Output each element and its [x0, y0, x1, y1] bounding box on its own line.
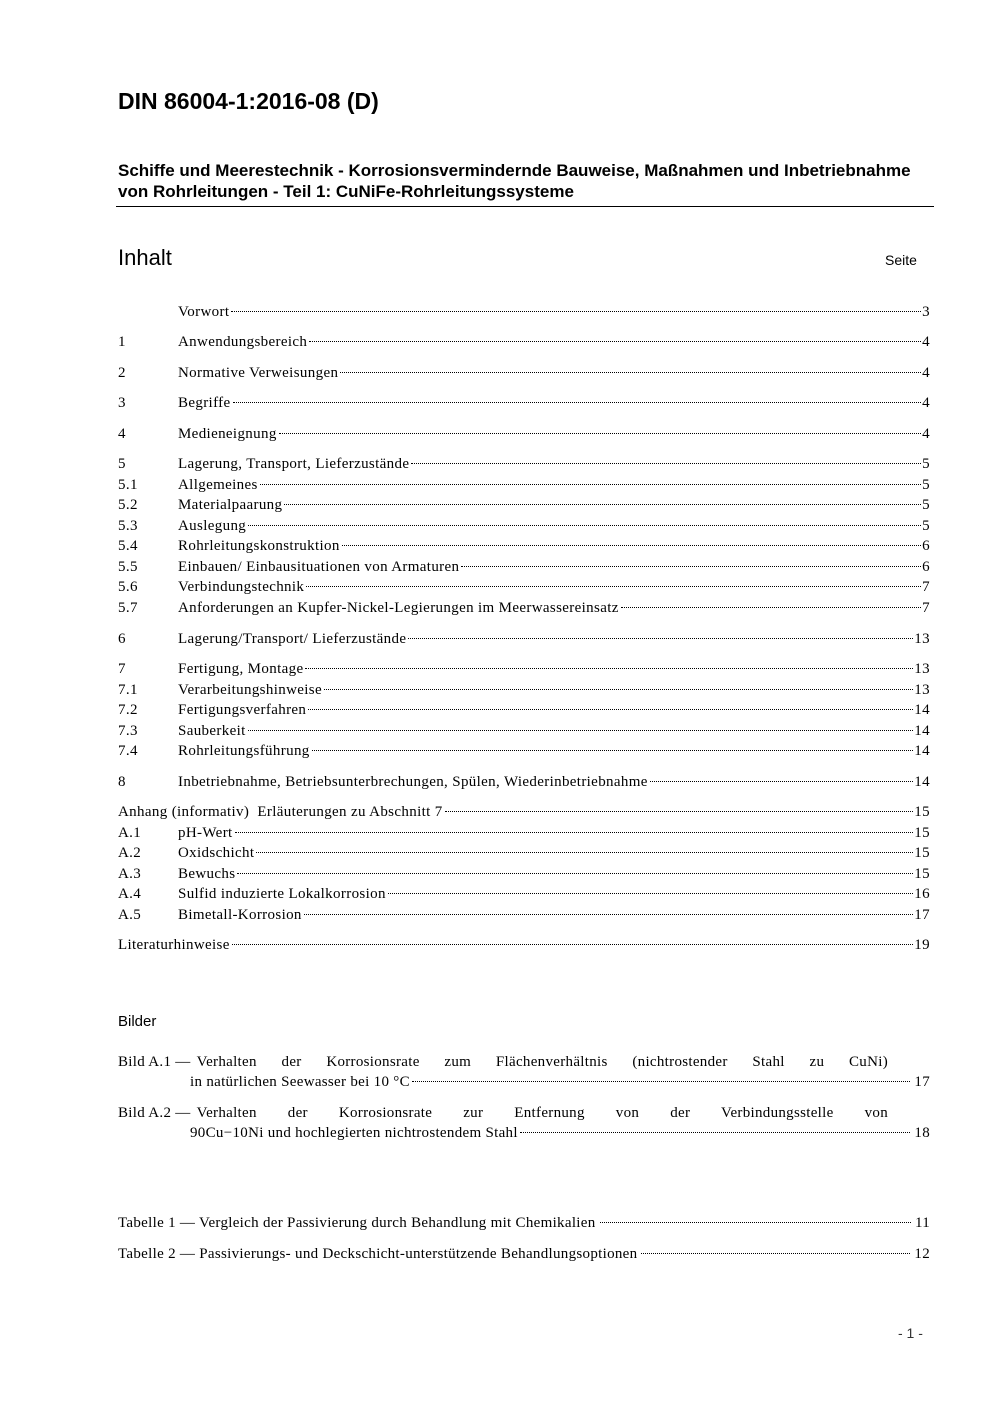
toc-entry-page: 13 [914, 631, 930, 647]
toc-entry-page: 7 [922, 579, 930, 595]
toc-entry-4[interactable] [118, 424, 930, 444]
toc-entry-page: 15 [914, 804, 930, 820]
table-page: 12 [914, 1246, 930, 1262]
toc-entry-title: Inbetriebnahme, Betriebsunterbrechungen, Spülen, Wiederinbetriebnahme [178, 774, 648, 790]
document-subtitle: Schiffe und Meerestechnik - Korrosionsvermindernde Bauweise, Maßnahmen und Inbetriebnahme von Rohrleitungen - Teil 1: CuNiFe-Rohrleitungssysteme [118, 161, 911, 201]
toc-entry-number: A.1 [118, 825, 142, 841]
toc-entry-number: 5.2 [118, 497, 138, 513]
toc-leader-dots [256, 852, 913, 853]
toc-entry-a-3[interactable] [118, 864, 930, 884]
toc-leader-dots [650, 781, 914, 782]
toc-leader-dots [388, 893, 913, 894]
toc-entry-title: Bimetall-Korrosion [178, 907, 302, 923]
toc-entry-page: 4 [922, 426, 930, 442]
toc-entry-title: Allgemeines [178, 477, 258, 493]
toc-entry-page: 4 [922, 395, 930, 411]
toc-entry-title: Anwendungsbereich [178, 334, 308, 350]
toc-entry-title: Oxidschicht [178, 845, 255, 861]
toc-leader-dots [233, 402, 922, 403]
figure-caption-line2: 90Cu−10Ni und hochlegierten nichtrostendem Stahl [190, 1125, 518, 1141]
toc-entry-number: A.3 [118, 866, 142, 882]
toc-entry-title: Sauberkeit [178, 723, 246, 739]
toc-entry-number: 5.5 [118, 559, 138, 575]
toc-entry-page: 15 [914, 825, 930, 841]
toc-leader-dots [248, 730, 914, 731]
toc-entry-title: Anhang (informativ) Erläuterungen zu Abschnitt 7 [118, 804, 443, 820]
toc-leader-dots [248, 525, 921, 526]
toc-entry-title: Rohrleitungsführung [178, 743, 310, 759]
toc-leader-dots [304, 914, 914, 915]
toc-entry-page: 4 [922, 334, 930, 350]
toc-entry-literaturhinweise[interactable] [118, 935, 930, 955]
toc-entry-number: 5.6 [118, 579, 138, 595]
toc-page-column-label: Seite [885, 252, 917, 268]
toc-entry-7-2[interactable] [118, 700, 930, 720]
toc-entry-5-7[interactable] [118, 598, 930, 618]
toc-entry-page: 14 [914, 723, 930, 739]
toc-entry-page: 13 [914, 682, 930, 698]
figure-entry-a-2[interactable] [118, 1103, 930, 1143]
toc-leader-dots [461, 566, 921, 567]
toc-entry-a-4[interactable] [118, 884, 930, 904]
toc-entry-title: Normative Verweisungen [178, 365, 339, 381]
figure-entry-a-1[interactable] [118, 1052, 930, 1092]
toc-leader-dots [412, 1081, 910, 1082]
toc-leader-dots [231, 311, 921, 312]
toc-leader-dots [235, 832, 914, 833]
toc-entry-page: 19 [914, 937, 930, 953]
toc-leader-dots [324, 689, 913, 690]
toc-entry-number: 4 [118, 426, 126, 442]
toc-entry-5-4[interactable] [118, 536, 930, 556]
toc-entry-1[interactable] [118, 332, 930, 352]
toc-entry-page: 5 [922, 518, 930, 534]
toc-entry-number: 1 [118, 334, 126, 350]
figure-label: Bild A.1 — [118, 1054, 191, 1070]
toc-entry-number: 7.1 [118, 682, 138, 698]
toc-entry-title: Verbindungstechnik [178, 579, 305, 595]
toc-entry-title: Medieneignung [178, 426, 277, 442]
toc-entry-number: 7 [118, 661, 126, 677]
toc-leader-dots [445, 811, 914, 812]
toc-entry-page: 15 [914, 845, 930, 861]
toc-entry-5-1[interactable] [118, 475, 930, 495]
toc-leader-dots [260, 484, 921, 485]
toc-entry-page: 3 [922, 304, 930, 320]
toc-entry-title: Begriffe [178, 395, 231, 411]
toc-entry-a-1[interactable] [118, 823, 930, 843]
toc-entry-5[interactable] [118, 454, 930, 474]
toc-entry-3[interactable] [118, 393, 930, 413]
toc-entry-title: Materialpaarung [178, 497, 283, 513]
toc-entry-anhang[interactable] [118, 802, 930, 822]
toc-entry-page: 14 [914, 702, 930, 718]
toc-entry-number: 8 [118, 774, 126, 790]
toc-entry-title: Rohrleitungskonstruktion [178, 538, 340, 554]
toc-entry-number: 5.3 [118, 518, 138, 534]
toc-entry-title: Anforderungen an Kupfer-Nickel-Legierungen im Meerwassereinsatz [178, 600, 619, 616]
toc-entry-7-3[interactable] [118, 721, 930, 741]
toc-leader-dots [600, 1222, 911, 1223]
toc-entry-page: 6 [922, 559, 930, 575]
toc-entry-6[interactable] [118, 629, 930, 649]
toc-entry-page: 6 [922, 538, 930, 554]
toc-entry-a-2[interactable] [118, 843, 930, 863]
toc-entry-5-6[interactable] [118, 577, 930, 597]
toc-leader-dots [279, 433, 921, 434]
figure-page: 18 [914, 1125, 930, 1141]
toc-entry-number: 7.3 [118, 723, 138, 739]
toc-entry-number: 6 [118, 631, 126, 647]
toc-entry-page: 16 [914, 886, 930, 902]
toc-entry-7-1[interactable] [118, 680, 930, 700]
subtitle-divider [116, 206, 934, 207]
toc-leader-dots [284, 504, 921, 505]
toc-leader-dots [408, 638, 913, 639]
table-entry-1[interactable] [118, 1213, 930, 1233]
toc-entry-7-4[interactable] [118, 741, 930, 761]
toc-entry-page: 5 [922, 497, 930, 513]
toc-leader-dots [306, 586, 921, 587]
toc-entry-number: 7.2 [118, 702, 138, 718]
toc-entry-number: 5 [118, 456, 126, 472]
toc-leader-dots [340, 372, 921, 373]
toc-entry-title: Auslegung [178, 518, 247, 534]
toc-entry-title: Verarbeitungshinweise [178, 682, 322, 698]
toc-entry-page: 4 [922, 365, 930, 381]
page-number: - 1 - [898, 1325, 923, 1341]
toc-entry-title: Sulfid induzierte Lokalkorrosion [178, 886, 386, 902]
toc-entry-title: Fertigung, Montage [178, 661, 304, 677]
toc-entry-5-2[interactable] [118, 495, 930, 515]
toc-entry-number: A.4 [118, 886, 142, 902]
figure-caption-line1: Verhalten der Korrosionsrate zum Flächenverhältnis (nichtrostender Stahl zu CuNi) [196, 1054, 888, 1070]
toc-entry-8[interactable] [118, 772, 930, 792]
toc-entry-title: pH-Wert [178, 825, 233, 841]
toc-entry-number: 5.7 [118, 600, 138, 616]
figure-page: 17 [914, 1074, 930, 1090]
figure-label: Bild A.2 — [118, 1105, 191, 1121]
toc-leader-dots [308, 709, 913, 710]
toc-entry-number: 5.4 [118, 538, 138, 554]
toc-leader-dots [621, 607, 921, 608]
toc-entry-title: Lagerung/Transport/ Lieferzustände [178, 631, 407, 647]
toc-entry-title: Fertigungsverfahren [178, 702, 307, 718]
table-entry-2[interactable] [118, 1244, 930, 1264]
toc-leader-dots [520, 1132, 911, 1133]
toc-leader-dots [305, 668, 913, 669]
toc-entry-5-3[interactable] [118, 516, 930, 536]
toc-entry-page: 5 [922, 456, 930, 472]
toc-entry-number: A.5 [118, 907, 142, 923]
toc-leader-dots [309, 341, 921, 342]
toc-entry-title: Bewuchs [178, 866, 236, 882]
toc-entry-number: 2 [118, 365, 126, 381]
toc-entry-title: Lagerung, Transport, Lieferzustände [178, 456, 410, 472]
toc-entry-title: Literaturhinweise [118, 937, 230, 953]
document-title: DIN 86004-1:2016-08 (D) [118, 88, 379, 114]
toc-leader-dots [411, 463, 921, 464]
toc-entry-number: 3 [118, 395, 126, 411]
toc-entry-page: 15 [914, 866, 930, 882]
figures-heading: Bilder [118, 1013, 157, 1030]
figure-caption-line2: in natürlichen Seewasser bei 10 °C [190, 1074, 410, 1090]
table-page: 11 [914, 1215, 930, 1231]
toc-entry-page: 17 [914, 907, 930, 923]
toc-entry-page: 7 [922, 600, 930, 616]
toc-entry-page: 14 [914, 743, 930, 759]
figure-caption-line1: Verhalten der Korrosionsrate zur Entfernung von der Verbindungsstelle von [196, 1105, 888, 1121]
table-title: Tabelle 1 — Vergleich der Passivierung durch Behandlung mit Chemikalien [118, 1215, 596, 1231]
toc-leader-dots [312, 750, 914, 751]
toc-leader-dots [237, 873, 913, 874]
table-title: Tabelle 2 — Passivierungs- und Deckschicht-unterstützende Behandlungsoptionen [118, 1246, 638, 1262]
toc-leader-dots [342, 545, 921, 546]
toc-entry-title: Einbauen/ Einbausituationen von Armaturen [178, 559, 460, 575]
toc-leader-dots [641, 1253, 910, 1254]
toc-entry-a-5[interactable] [118, 905, 930, 925]
toc-leader-dots [232, 944, 914, 945]
toc-entry-page: 13 [914, 661, 930, 677]
toc-entry-page: 14 [914, 774, 930, 790]
toc-entry-page: 5 [922, 477, 930, 493]
toc-entry-5-5[interactable] [118, 557, 930, 577]
toc-entry-number: 5.1 [118, 477, 138, 493]
toc-entry-vorwort[interactable] [118, 302, 930, 322]
toc-entry-2[interactable] [118, 363, 930, 383]
toc-entry-number: A.2 [118, 845, 142, 861]
toc-heading: Inhalt [118, 245, 172, 270]
toc-entry-number: 7.4 [118, 743, 138, 759]
toc-entry-7[interactable] [118, 659, 930, 679]
toc-entry-title: Vorwort [178, 304, 230, 320]
